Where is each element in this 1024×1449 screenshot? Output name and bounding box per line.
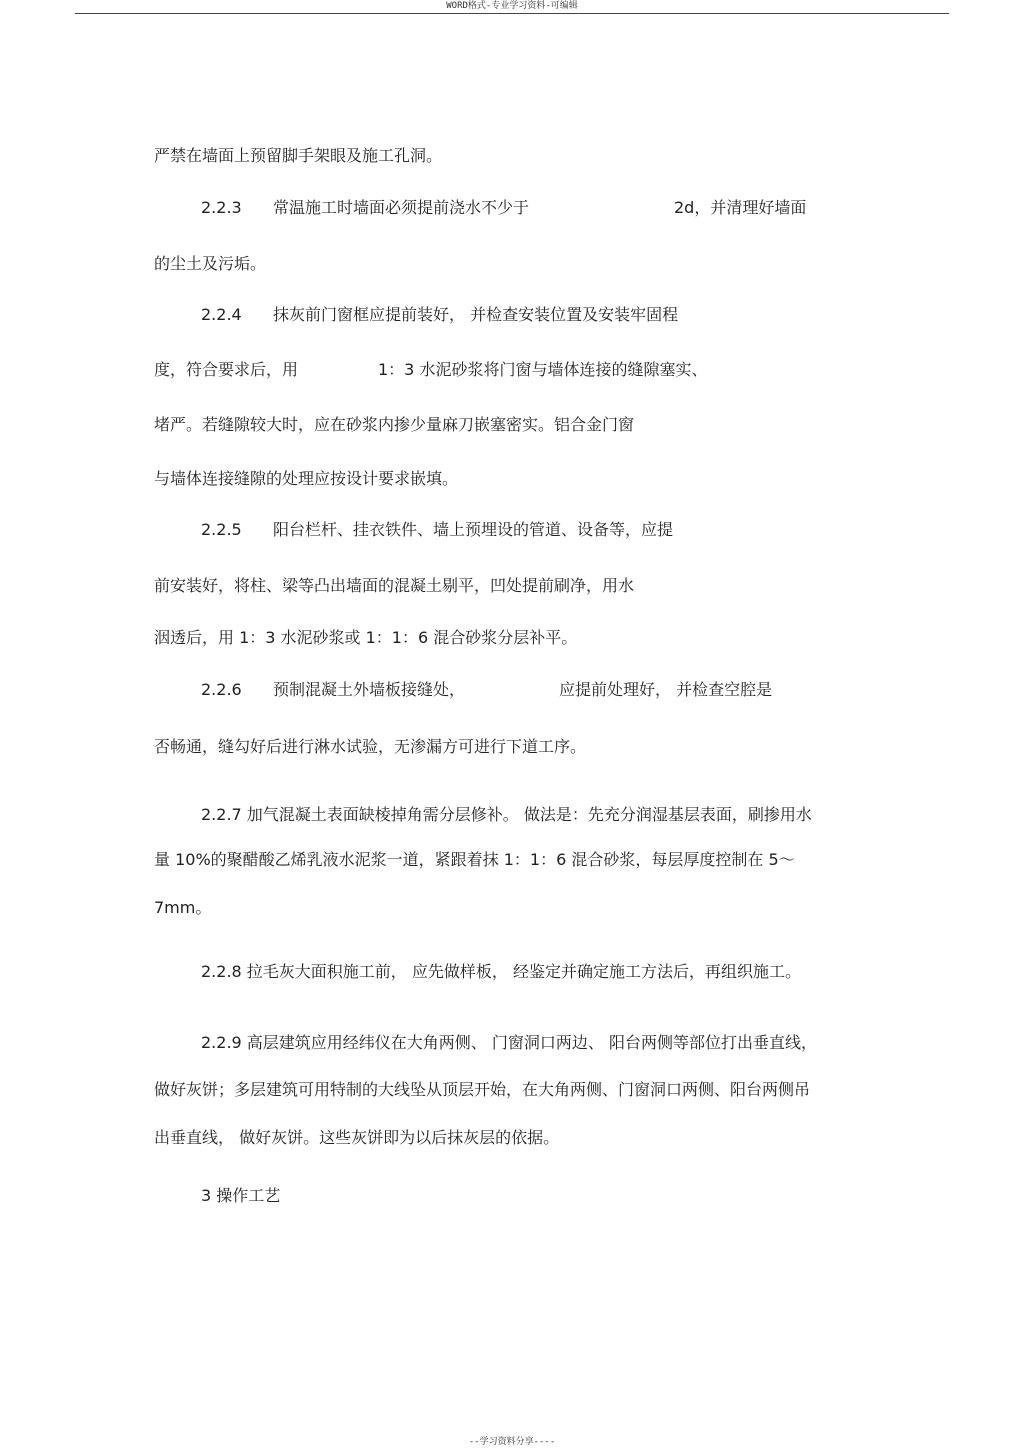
- text-segment: 否畅通，缝勾好后进行淋水试验，无渗漏方可进行下道工序。: [154, 737, 587, 756]
- text-segment: 应提前处理好， 并检查空腔是: [559, 680, 773, 699]
- text-segment: 2.2.9 高层建筑应用经纬仪在大角两侧、 门窗洞口两边、 阳台两侧等部位打出垂直线，: [201, 1033, 817, 1052]
- clause-number: 2.2.4: [201, 305, 242, 324]
- text-segment: 2d，并清理好墙面: [674, 198, 807, 217]
- clause-number: 2.2.6: [201, 680, 242, 699]
- text-segment: 严禁在墙面上预留脚手架眼及施工孔洞。: [154, 146, 443, 165]
- text-segment: 1：3 水泥砂浆将门窗与墙体连接的缝隙塞实、: [378, 360, 708, 379]
- text-segment: 阳台栏杆、挂衣铁件、墙上预埋设的管道、设备等，应提: [273, 520, 674, 539]
- text-segment: 抹灰前门窗框应提前装好， 并检查安装位置及安装牢固程: [273, 305, 679, 324]
- text-segment: 出垂直线， 做好灰饼。这些灰饼即为以后抹灰层的依据。: [154, 1128, 560, 1147]
- text-segment: 常温施工时墙面必须提前浇水不少于: [273, 198, 530, 217]
- page-footer: [0, 1436, 1024, 1448]
- text-segment: 洇透后，用 1：3 水泥砂浆或 1：1：6 混合砂浆分层补平。: [154, 628, 578, 647]
- text-segment: 与墙体连接缝隙的处理应按设计要求嵌填。: [154, 469, 459, 488]
- header-text: WORD格式-专业学习资料-可编辑: [446, 1, 578, 11]
- heading-text: 3 操作工艺: [201, 1186, 281, 1205]
- text-segment: 2.2.8 拉毛灰大面积施工前， 应先做样板， 经鉴定并确定施工方法后，再组织施工。: [201, 962, 801, 981]
- text-segment: 预制混凝土外墙板接缝处，: [273, 680, 466, 699]
- text-segment: 7mm。: [154, 898, 212, 917]
- text-segment: 的尘土及污垢。: [154, 254, 267, 273]
- text-segment: 做好灰饼；多层建筑可用特制的大线坠从顶层开始，在大角两侧、门窗洞口两侧、阳台两侧吊: [154, 1080, 811, 1099]
- text-segment: 2.2.7 加气混凝土表面缺棱掉角需分层修补。 做法是：先充分润湿基层表面，刷掺用水: [201, 805, 812, 824]
- footer-text: --学习资料分享----: [468, 1437, 556, 1447]
- page-header: [75, 0, 949, 14]
- text-segment: 前安装好，将柱、梁等凸出墙面的混凝土剔平，凹处提前刷净，用水: [154, 576, 635, 595]
- clause-number: 2.2.5: [201, 520, 242, 539]
- text-segment: 度，符合要求后，用: [154, 360, 299, 379]
- text-segment: 堵严。若缝隙较大时，应在砂浆内掺少量麻刀嵌塞密实。铝合金门窗: [154, 415, 635, 434]
- clause-number: 2.2.3: [201, 198, 242, 217]
- text-segment: 量 10%的聚醋酸乙烯乳液水泥浆一道，紧跟着抹 1：1：6 混合砂浆，每层厚度控制在 5～: [154, 850, 795, 869]
